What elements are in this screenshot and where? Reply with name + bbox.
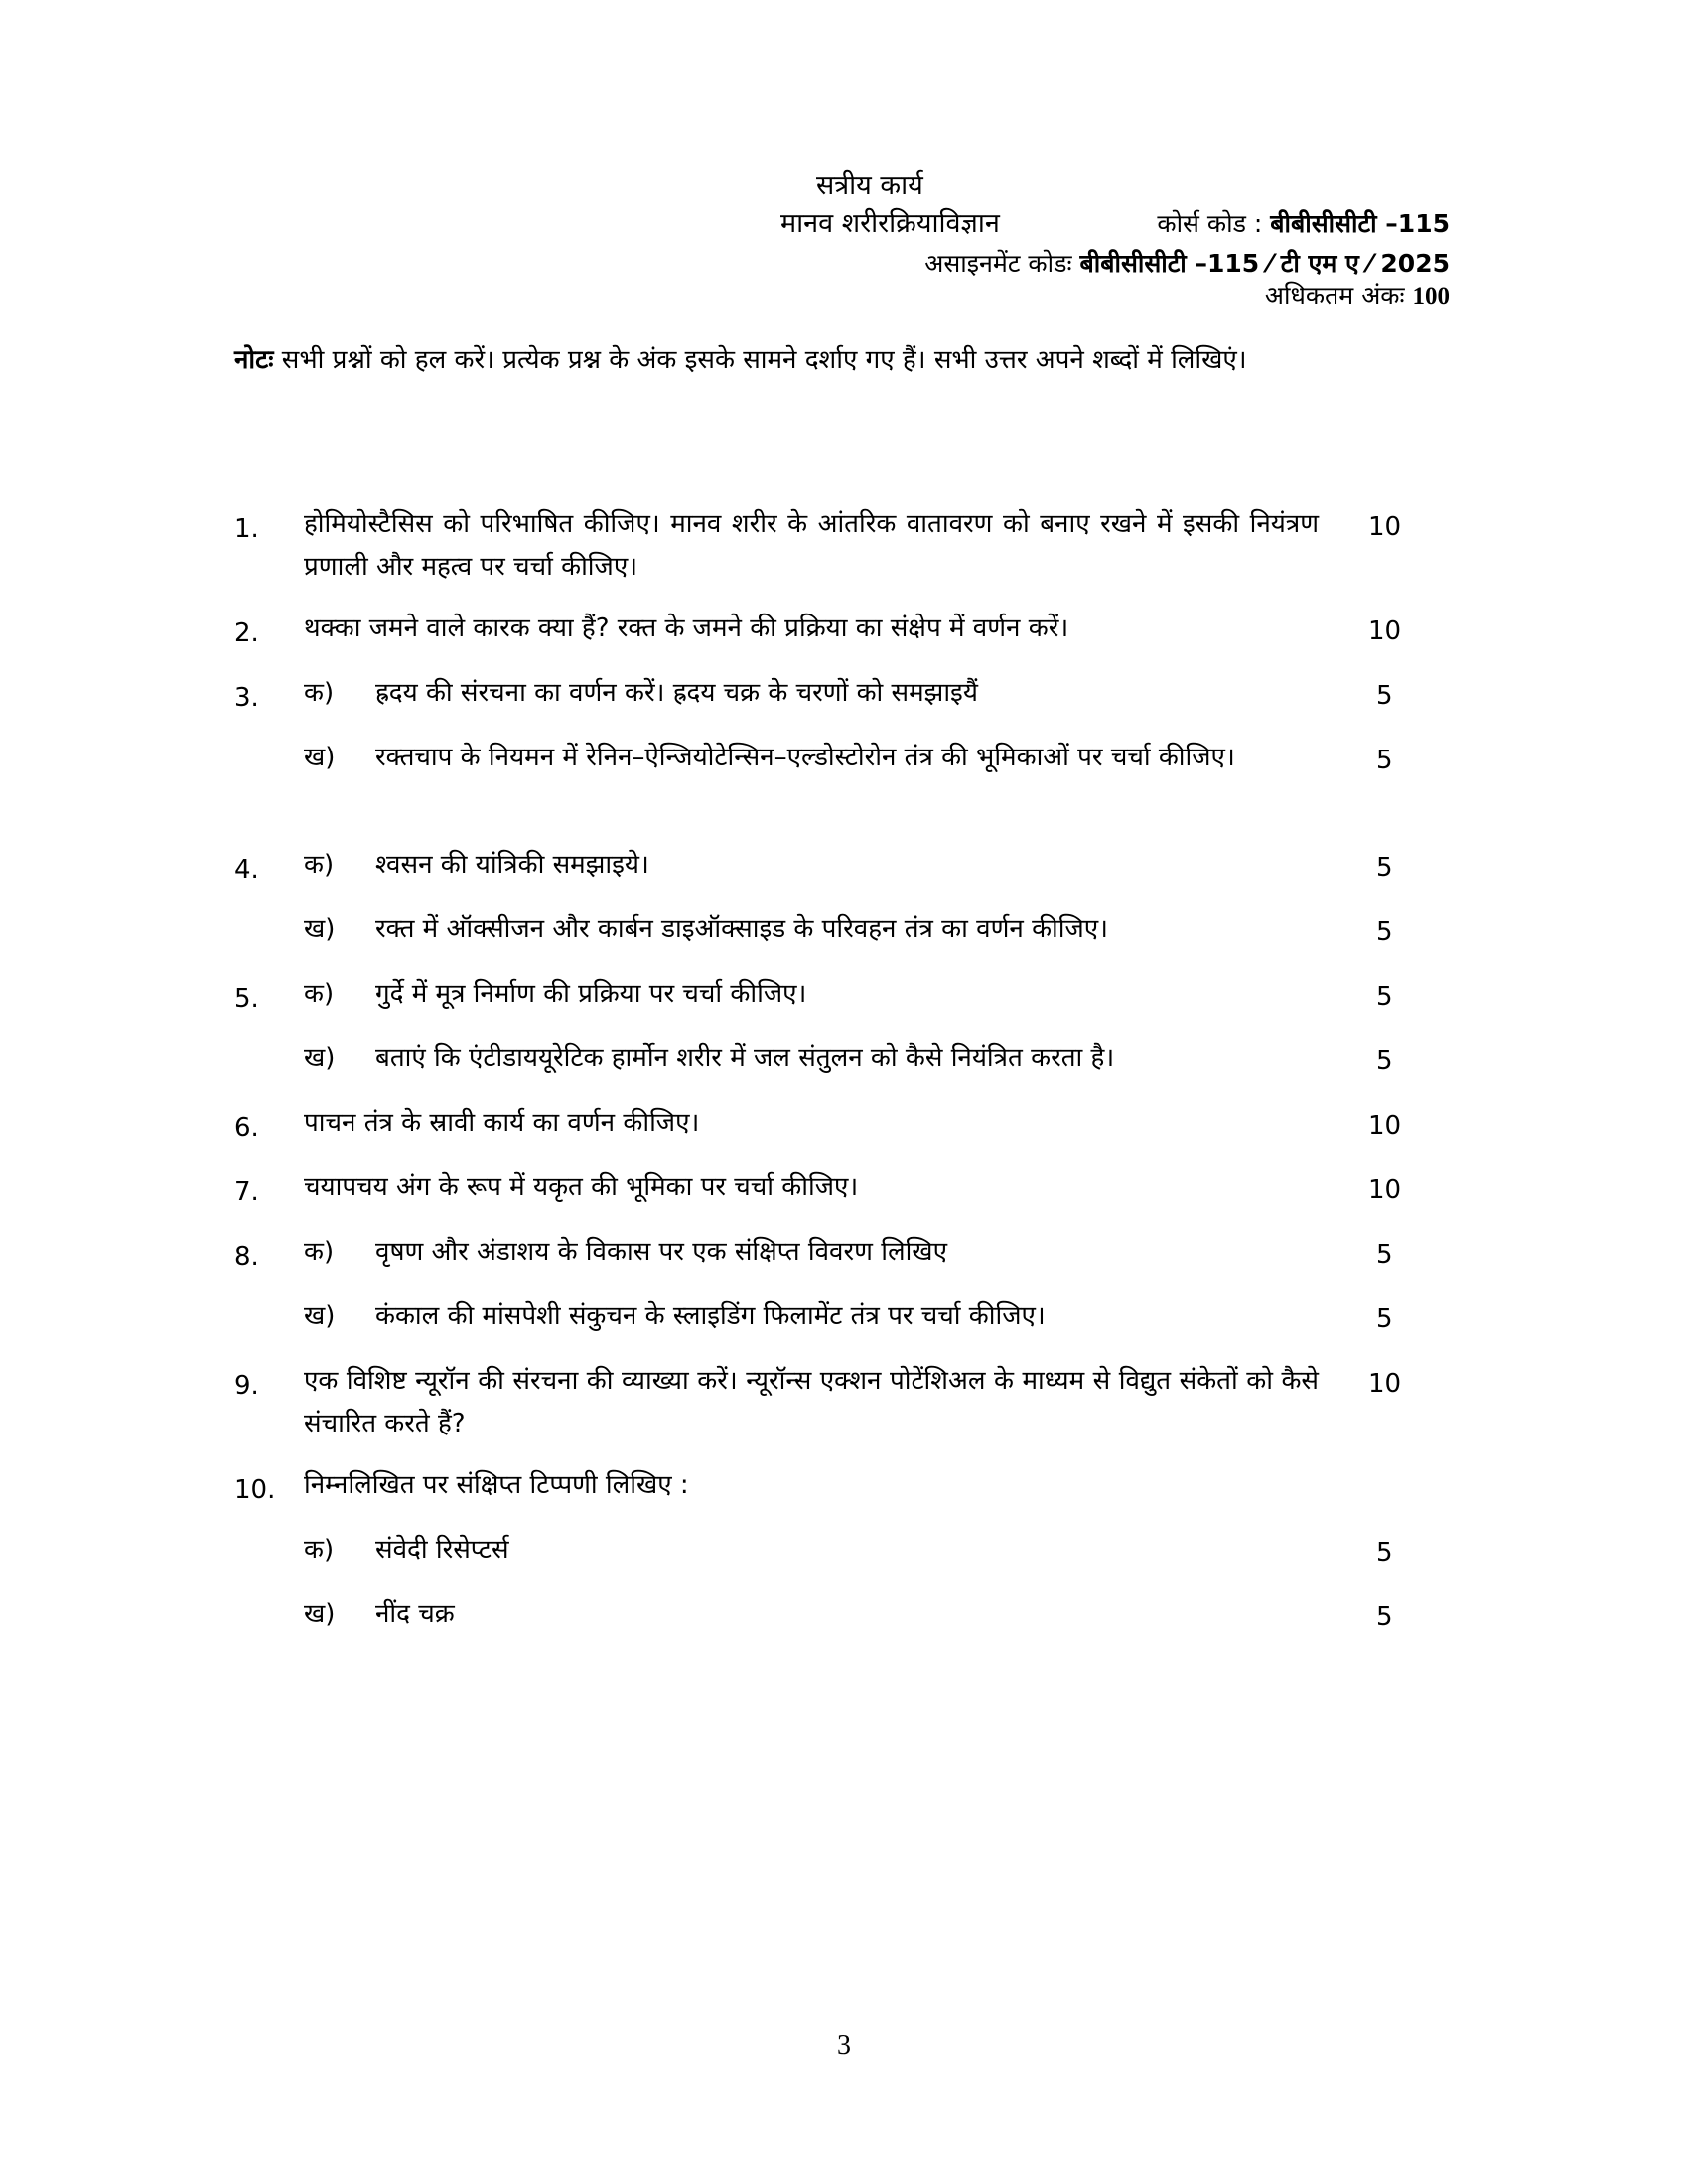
question-number: 10. — [234, 1475, 276, 1505]
instructions-note — [234, 338, 1448, 383]
max-marks-label: अधिकतम अंकः — [1264, 281, 1405, 310]
subpart-marks: 5 — [1376, 982, 1393, 1012]
subpart-text: ह्रदय की संरचना का वर्णन करें। ह्रदय चक्र के चरणों को समझाइयैं — [375, 678, 978, 708]
subpart-text: कंकाल की मांसपेशी संकुचन के स्लाइडिंग फिलामेंट तंत्र पर चर्चा कीजिए। — [375, 1301, 1046, 1331]
subpart-marks: 5 — [1376, 1046, 1393, 1076]
question-marks: 10 — [1368, 1175, 1402, 1205]
page-number: 3 — [837, 2030, 851, 2061]
subpart-text: बताएं कि एंटीडाययूरेटिक हार्मोन शरीर में जल संतुलन को कैसे नियंत्रित करता है। — [375, 1043, 1115, 1073]
assignment-code-label: असाइनमेंट कोडः — [924, 249, 1072, 278]
subpart-label: ख) — [304, 743, 336, 772]
subpart-marks: 5 — [1376, 1538, 1393, 1568]
subpart-marks: 5 — [1376, 746, 1393, 775]
note-text: सभी प्रश्नों को हल करें। प्रत्येक प्रश्न के अंक इसके सामने दर्शाए गए हैं। सभी उत्तर अपने शब्दों में लिखिएं। — [281, 345, 1247, 375]
question-number: 9. — [234, 1371, 259, 1401]
max-marks-line — [1265, 278, 1450, 312]
question-text: पाचन तंत्र के स्रावी कार्य का वर्णन कीजिए। — [304, 1108, 700, 1138]
question-number: 5. — [234, 984, 259, 1014]
question-number: 1. — [234, 514, 259, 544]
question-number: 8. — [234, 1242, 259, 1272]
subpart-label: ख) — [304, 1043, 336, 1073]
course-code-line — [1157, 206, 1450, 240]
question-number: 4. — [234, 855, 259, 885]
subpart-label: क) — [304, 850, 335, 880]
subpart-text: रक्त में ऑक्सीजन और कार्बन डाइऑक्साइड के परिवहन तंत्र का वर्णन कीजिए। — [375, 914, 1109, 944]
question-marks: 10 — [1368, 512, 1402, 542]
subpart-label: ख) — [304, 1599, 336, 1629]
subject-title: मानव शरीरक्रियाविज्ञान — [780, 208, 1000, 239]
subpart-text: श्वसन की यांत्रिकी समझाइये। — [375, 850, 649, 880]
subpart-marks: 5 — [1376, 1602, 1393, 1632]
assignment-code-value: बीबीसीसीटी –115 ⁄ टी एम ए ⁄ 2025 — [1079, 249, 1450, 278]
course-code-value: बीबीसीसीटी –115 — [1270, 209, 1450, 238]
question-text: निम्नलिखित पर संक्षिप्त टिप्पणी लिखिए : — [304, 1470, 689, 1500]
subpart-label: क) — [304, 1237, 335, 1267]
question-text: एक विशिष्ट न्यूरॉन की संरचना की व्याख्या करें। न्यूरॉन्स एक्शन पोटेंशिअल के माध्यम से विद्युत संकेतों को कैसे संचारित करते हैं? — [304, 1366, 1319, 1438]
subpart-label: क) — [304, 979, 335, 1009]
subpart-text: रक्तचाप के नियमन में रेनिन–ऐन्जियोटेन्सिन–एल्डोस्टोरोन तंत्र की भूमिकाओं पर चर्चा कीजिए। — [375, 743, 1235, 772]
max-marks-value: 100 — [1412, 283, 1450, 310]
question-number: 6. — [234, 1113, 259, 1143]
subpart-label: ख) — [304, 1301, 336, 1331]
subpart-marks: 5 — [1376, 917, 1393, 947]
question-text: होमियोस्टैसिस को परिभाषित कीजिए। मानव शरीर के आंतरिक वातावरण को बनाए रखने में इसकी नियंत्रण प्रणाली और महत्व पर चर्चा कीजिए। — [304, 509, 1319, 582]
subpart-text: नींद चक्र — [375, 1599, 455, 1629]
question-number: 2. — [234, 618, 259, 648]
question-marks: 10 — [1368, 1369, 1402, 1399]
course-code-label: कोर्स कोड : — [1157, 209, 1263, 238]
note-label: नोटः — [234, 345, 274, 375]
assignment-heading: सत्रीय कार्य — [816, 170, 923, 201]
question-marks: 10 — [1368, 616, 1402, 646]
question-text: थक्का जमने वाले कारक क्या हैं? रक्त के जमने की प्रक्रिया का संक्षेप में वर्णन करें। — [304, 614, 1069, 643]
subpart-text: वृषण और अंडाशय के विकास पर एक संक्षिप्त विवरण लिखिए — [375, 1237, 947, 1267]
question-number: 3. — [234, 683, 259, 713]
subpart-marks: 5 — [1376, 1240, 1393, 1270]
subpart-marks: 5 — [1376, 853, 1393, 883]
subpart-label: क) — [304, 678, 335, 708]
question-text: चयापचय अंग के रूप में यकृत की भूमिका पर चर्चा कीजिए। — [304, 1172, 859, 1202]
question-marks: 10 — [1368, 1111, 1402, 1141]
subpart-text: गुर्दे में मूत्र निर्माण की प्रक्रिया पर चर्चा कीजिए। — [375, 979, 807, 1009]
subpart-marks: 5 — [1376, 1304, 1393, 1334]
subpart-label: ख) — [304, 914, 336, 944]
subpart-text: संवेदी रिसेप्टर्स — [375, 1535, 509, 1565]
subpart-marks: 5 — [1376, 681, 1393, 711]
question-number: 7. — [234, 1177, 259, 1207]
subpart-label: क) — [304, 1535, 335, 1565]
assignment-code-line — [924, 246, 1450, 280]
